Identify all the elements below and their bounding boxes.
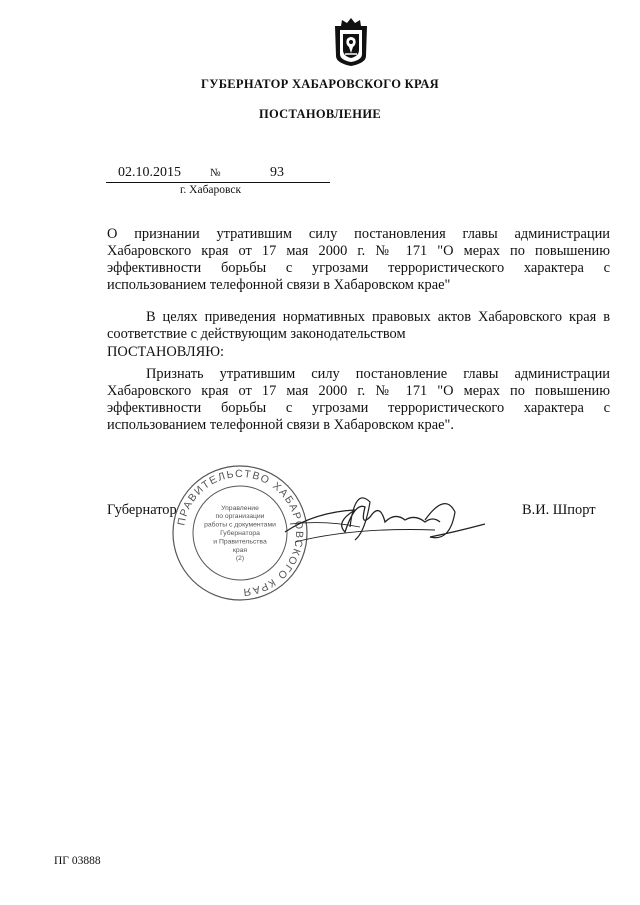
issuer-heading: ГУБЕРНАТОР ХАБАРОВСКОГО КРАЯ — [200, 77, 440, 91]
khabarovsk-coat-of-arms-icon — [330, 16, 372, 68]
stamp-inner-line: Губернатора — [220, 530, 260, 537]
registration-line — [106, 165, 330, 183]
decree-word: ПОСТАНОВЛЯЮ: — [107, 344, 225, 360]
signatory-position: Губернатор — [107, 502, 177, 518]
document-city: г. Хабаровск — [180, 184, 242, 196]
stamp-inner-line: Управление — [221, 504, 259, 512]
handwritten-signature — [255, 472, 505, 552]
stamp-inner-line: по организации — [215, 513, 265, 521]
number-sign: № — [210, 167, 221, 179]
stamp-inner-line: (2) — [235, 555, 245, 563]
document-date: 02.10.2015 — [118, 165, 181, 180]
stamp-inner-line: края — [232, 546, 248, 554]
stamp-inner-line: и Правительства — [213, 538, 267, 546]
document-title: О признании утратившим силу постановления главы администрации Хабаровского края от 17 мая 2000 г. № 171 "О мерах по повышению эффективности борьбы с угрозами террористического характера с использованием телефонной связи в Хабаровском крае" — [107, 226, 610, 293]
decision-paragraph: Признать утратившим силу постановление главы администрации Хабаровского края от 17 мая 2000 г. № 171 "О мерах по повышению эффективности борьбы с угрозами террористического характера с использованием телефонной связи в Хабаровском крае". — [107, 366, 610, 433]
document-number: 93 — [270, 165, 284, 180]
form-serial-number: ПГ 03888 — [54, 855, 101, 867]
stamp-inner-line: работы с документами — [204, 521, 276, 529]
document-type-heading: ПОСТАНОВЛЕНИЕ — [258, 107, 381, 121]
signatory-name: В.И. Шпорт — [522, 502, 596, 518]
stamp-outer-text: ПРАВИТЕЛЬСТВО ХАБАРОВСКОГО КРАЯ — [175, 467, 306, 599]
preamble-paragraph: В целях приведения нормативных правовых актов Хабаровского края в соответствие с действующим законодательством — [107, 309, 610, 342]
registration-underline — [106, 182, 330, 183]
